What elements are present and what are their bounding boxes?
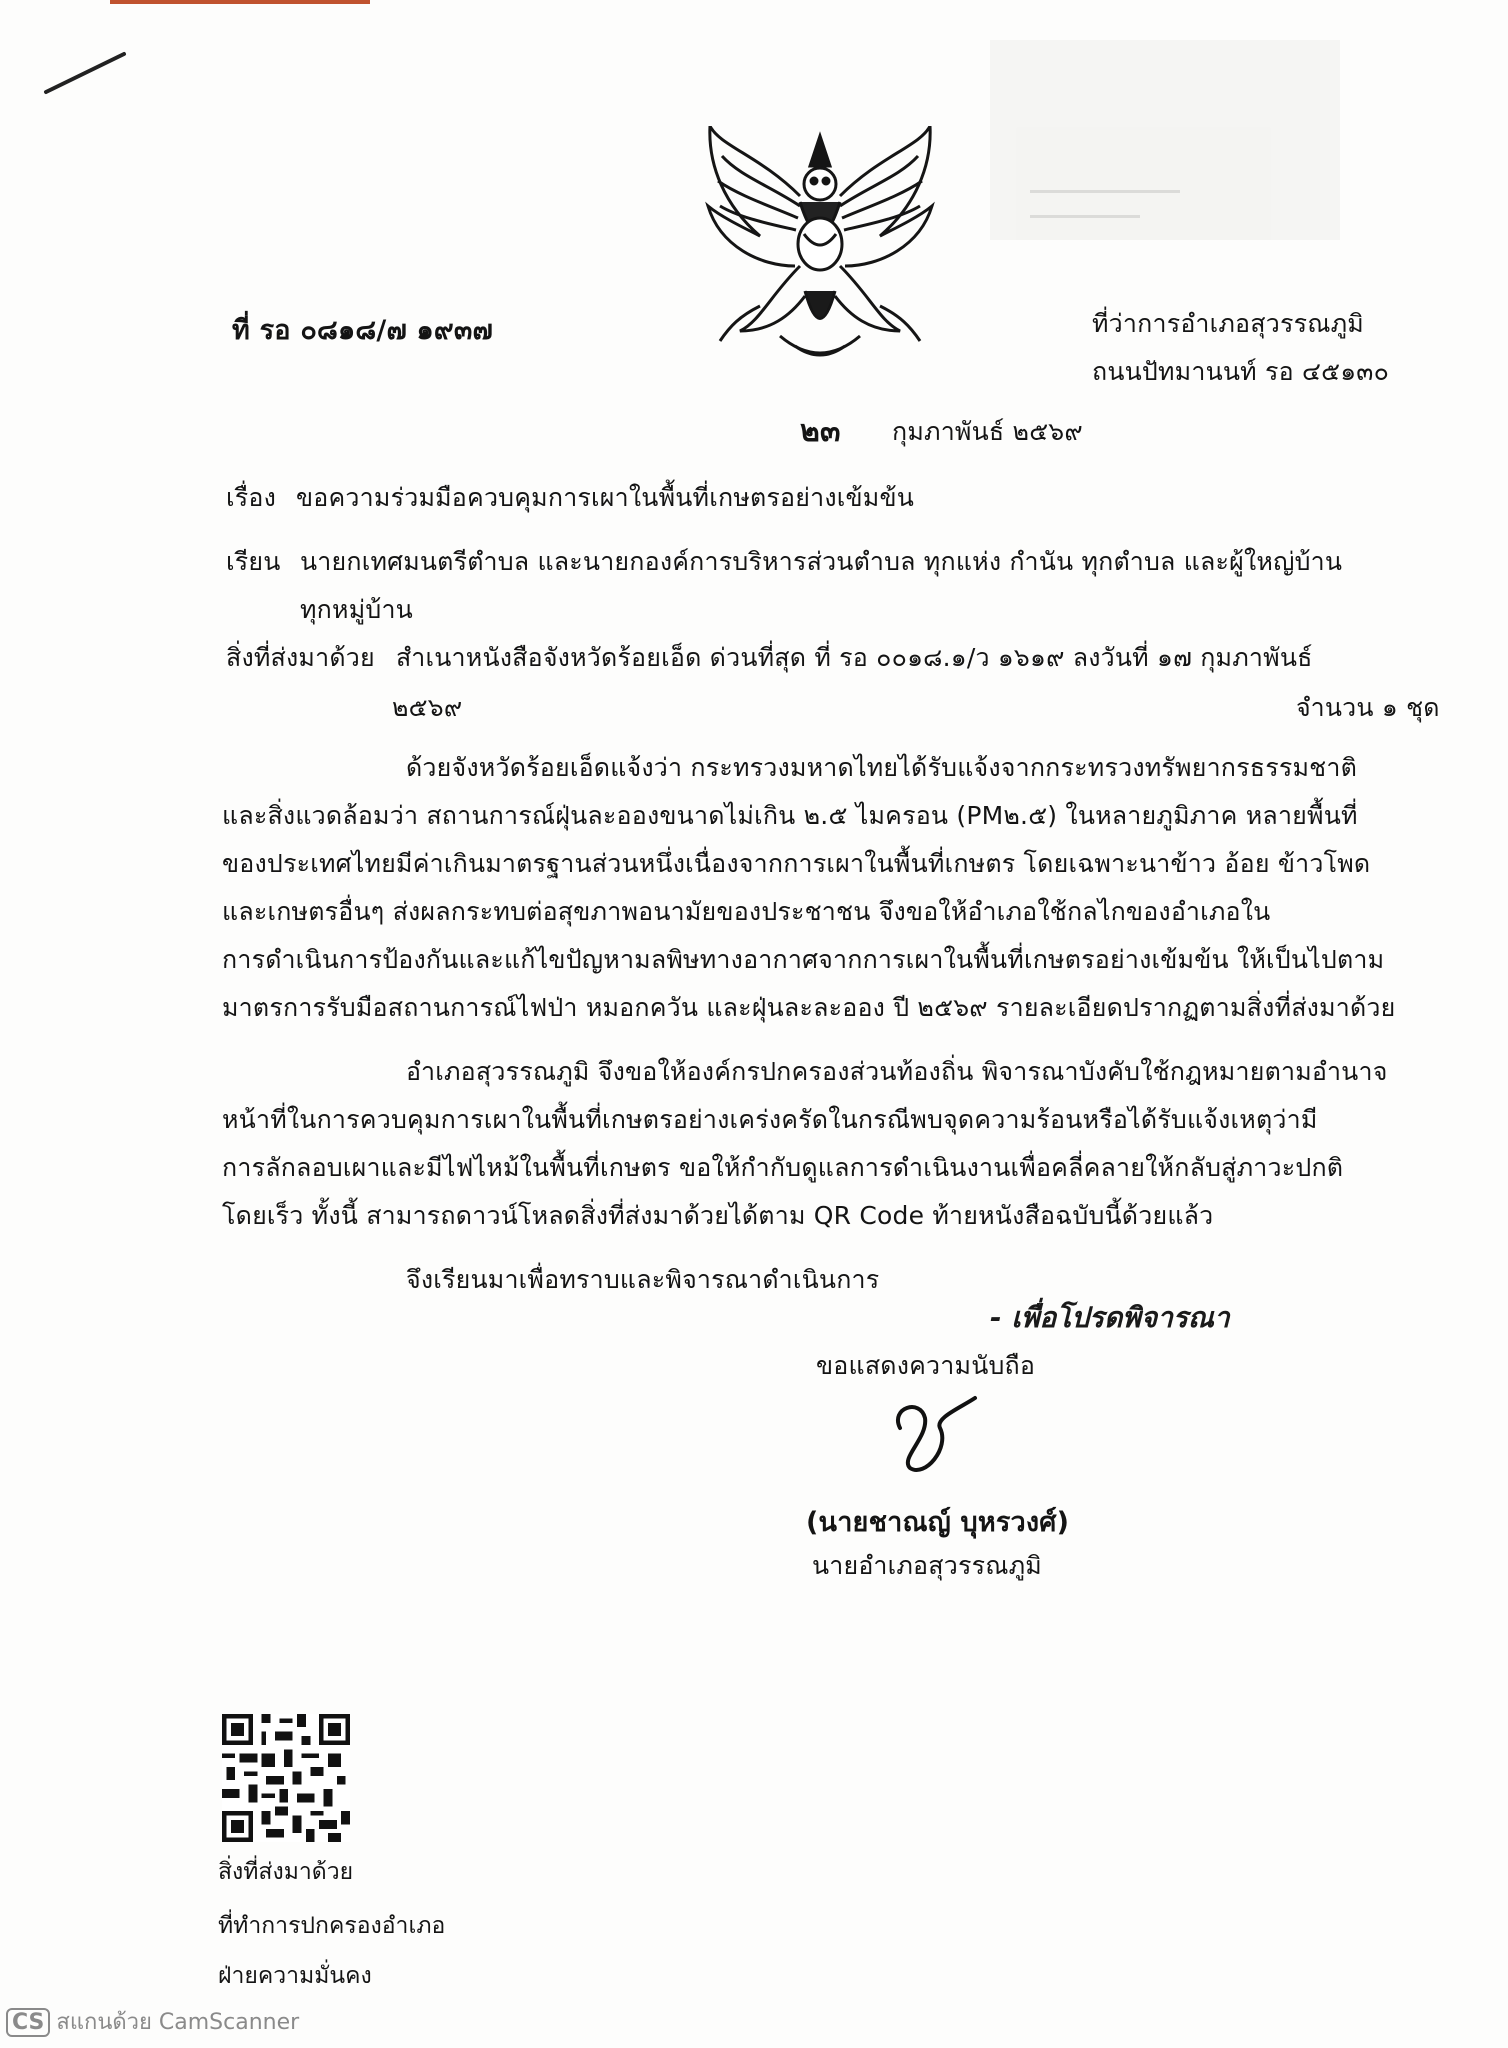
regards-text: ขอแสดงความนับถือ bbox=[816, 1351, 1036, 1380]
office-address: ถนนปัทมานนท์ รอ ๔๕๑๓๐ bbox=[1092, 357, 1390, 386]
signer-name: (นายชาณญ์ บุหรวงศ์) bbox=[806, 1507, 1070, 1538]
signer-position: นายอำเภอสุวรรณภูมิ bbox=[812, 1551, 1042, 1580]
body-paragraph-line: ของประเทศไทยมีค่าเกินมาตรฐานส่วนหนึ่งเนื่องจากการเผาในพื้นที่เกษตร โดยเฉพาะนาข้าว อ้อย ข้าวโพด bbox=[222, 849, 1371, 878]
recipient-label: เรียน bbox=[226, 547, 281, 576]
signature-scribble bbox=[880, 1388, 1000, 1478]
closing-line: จึงเรียนมาเพื่อทราบและพิจารณาดำเนินการ bbox=[406, 1265, 880, 1294]
recipient-line: นายกเทศมนตรีตำบล และนายกองค์การบริหารส่วนตำบล ทุกแห่ง กำนัน ทุกตำบล และผู้ใหญ่บ้าน bbox=[300, 547, 1343, 576]
date-day: ๒๓ bbox=[800, 414, 841, 449]
camscanner-watermark bbox=[6, 2004, 299, 2039]
body-paragraph-line: การลักลอบเผาและมีไฟไหม้ในพื้นที่เกษตร ขอให้กำกับดูแลการดำเนินงานเพื่อคลี่คลายให้กลับสู่ภาวะปกติ bbox=[222, 1153, 1344, 1182]
enclosure-line: ๒๕๖๙ bbox=[392, 693, 463, 722]
camscanner-text: สแกนด้วย CamScanner bbox=[56, 2010, 300, 2035]
enclosure-label: สิ่งที่ส่งมาด้วย bbox=[226, 643, 375, 672]
body-paragraph-line: ด้วยจังหวัดร้อยเอ็ดแจ้งว่า กระทรวงมหาดไทยได้รับแจ้งจากกระทรวงทรัพยากรธรรมชาติ bbox=[406, 753, 1358, 782]
office-name: ที่ว่าการอำเภอสุวรรณภูมิ bbox=[1092, 309, 1364, 338]
enclosure-count: จำนวน ๑ ชุด bbox=[1296, 693, 1440, 722]
body-paragraph-line: อำเภอสุวรรณภูมิ จึงขอให้องค์กรปกครองส่วนท้องถิ่น พิจารณาบังคับใช้กฎหมายตามอำนาจ bbox=[406, 1057, 1388, 1086]
body-paragraph-line: การดำเนินการป้องกันและแก้ไขปัญหามลพิษทางอากาศจากการเผาในพื้นที่เกษตรอย่างเข้มข้น ให้เป็นไปตาม bbox=[222, 945, 1385, 974]
footer-office-line: ที่ทำการปกครองอำเภอ bbox=[218, 1913, 446, 1939]
footer-section-line: ฝ่ายความมั่นคง bbox=[218, 1963, 372, 1989]
subject-label: เรื่อง bbox=[226, 483, 276, 512]
pen-stroke-mark bbox=[40, 48, 140, 98]
reference-number: ที่ รอ ๐๘๑๘/๗ ๑๙๓๗ bbox=[232, 315, 494, 346]
body-paragraph-line: และสิ่งแวดล้อมว่า สถานการณ์ฝุ่นละอองขนาดไม่เกิน ๒.๕ ไมครอน (PM๒.๕) ในหลายภูมิภาค หลายพื้นที่ bbox=[222, 801, 1358, 830]
body-paragraph-line: โดยเร็ว ทั้งนี้ สามารถดาวน์โหลดสิ่งที่ส่งมาด้วยได้ตาม QR Code ท้ายหนังสือฉบับนี้ด้วยแล้ว bbox=[222, 1201, 1214, 1230]
body-paragraph-line: และเกษตรอื่นๆ ส่งผลกระทบต่อสุขภาพอนามัยของประชาชน จึงขอให้อำเภอใช้กลไกของอำเภอใน bbox=[222, 897, 1271, 926]
faded-receipt-stamp bbox=[990, 40, 1340, 240]
qr-code-icon bbox=[222, 1714, 350, 1842]
footer-enclosure-label: สิ่งที่ส่งมาด้วย bbox=[218, 1859, 354, 1885]
enclosure-line: สำเนาหนังสือจังหวัดร้อยเอ็ด ด่วนที่สุด ที่ รอ ๐๐๑๘.๑/ว ๑๖๑๙ ลงวันที่ ๑๗ กุมภาพันธ์ bbox=[396, 643, 1313, 672]
body-paragraph-line: หน้าที่ในการควบคุมการเผาในพื้นที่เกษตรอย่างเคร่งครัดในกรณีพบจุดความร้อนหรือได้รับแจ้งเหตุว่ามี bbox=[222, 1105, 1318, 1134]
handwritten-note: - เพื่อโปรดพิจารณา bbox=[990, 1301, 1230, 1334]
garuda-emblem-icon bbox=[700, 126, 940, 370]
subject-text: ขอความร่วมมือควบคุมการเผาในพื้นที่เกษตรอย่างเข้มข้น bbox=[296, 483, 915, 512]
camscanner-logo-icon: CS bbox=[6, 2008, 50, 2037]
body-paragraph-line: มาตรการรับมือสถานการณ์ไฟป่า หมอกควัน และฝุ่นละละออง ปี ๒๕๖๙ รายละเอียดปรากฏตามสิ่งที่ส่งมาด้วย bbox=[222, 993, 1396, 1022]
scan-edge-artifact bbox=[110, 0, 370, 4]
recipient-line: ทุกหมู่บ้าน bbox=[300, 595, 413, 624]
date-month-year: กุมภาพันธ์ ๒๕๖๙ bbox=[892, 417, 1083, 446]
